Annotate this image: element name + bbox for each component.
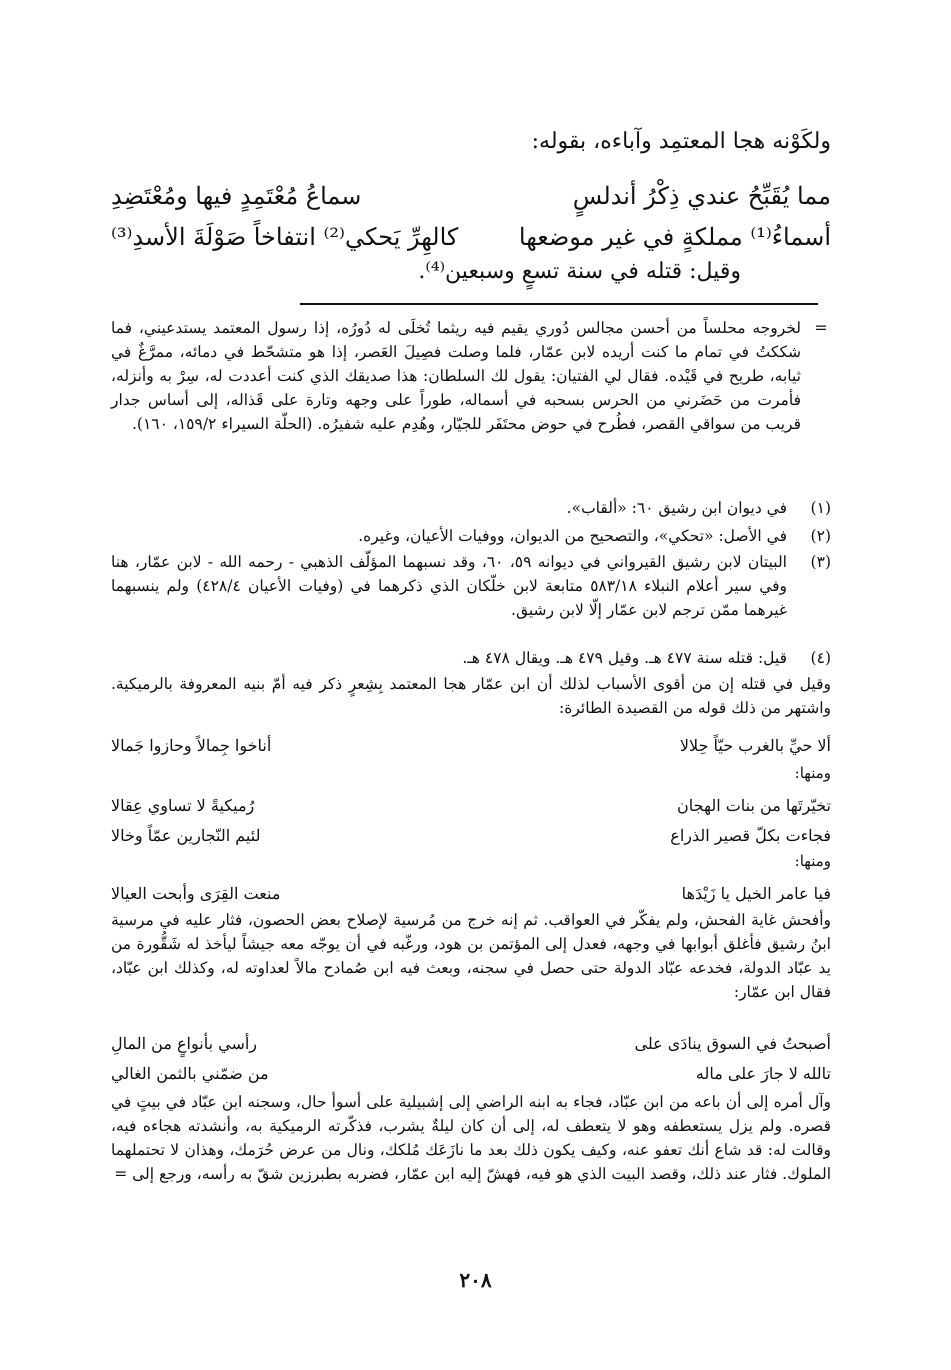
footnote-verse-4-h1: فيا عامر الخيل يا زَيْدَها: [681, 883, 831, 903]
verse-2-hemistich-2: كالهِرِّ يَحكي⁽²⁾ انتفاخاً صَوْلَةَ الأسدِ⁽³⁾: [111, 223, 459, 251]
footnote-verse-5: [111, 1030, 831, 1056]
footnote-verse-4: [111, 880, 831, 906]
footnote-verse-3-h2: لئيم النّجارين عمّاً وخالا: [111, 825, 261, 845]
footnote-verse-6: [111, 1060, 831, 1086]
poem-verse-2: [111, 217, 831, 257]
footnote-separator: [300, 303, 818, 305]
footnote-verse-2-h2: رُميكيةً لا تساوي عِقالا: [111, 795, 255, 815]
footnote-2: [111, 524, 831, 548]
footnote-label-wa-minha-2: ومنها:: [794, 852, 831, 870]
footnote-verse-3-h1: فجاءت بكلّ قصير الذراع: [670, 825, 831, 845]
footnote-number: (٤): [810, 649, 831, 667]
verse-1-hemistich-2: سماعُ مُعْتَمِدٍ فيها ومُعْتَضِدِ: [111, 182, 362, 210]
main-intro-line: ولكَوْنه هجا المعتمِد وآباءه، بقوله:: [531, 129, 831, 154]
footnote-number: (٣): [810, 553, 831, 571]
footnote-number: (١): [810, 499, 831, 517]
footnote-verse-1: [111, 732, 831, 758]
main-last-line: وقيل: قتله في سنة تسعٍ وسبعين⁽⁴⁾.: [418, 259, 741, 284]
footnote-verse-6-h2: من ضمّني بالثمن الغالي: [111, 1063, 269, 1083]
footnote-continuation: لخروجه محلساً من أحسن مجالس دُوري يقيم فيه ريثما تُخلَى له دُورُه، إذا رسول المعتمد يستدعيني، فما شككتُ في تمام ما كنت أريده لابن عمّار، فلما وصلت فصِيلَ العَصر، إذا هو متشحّط في دمائه، ممرَّغٌ في ثيابه، طريح في قَيْده. فقال لي الفتيان: يقول لك السلطان: هذا صديقك الذي كنت أعددت له، سِرْ به وأنزله، فأمرت من حَضَرني من الحرس بسحبه في أسماله، طوراً على وجهه وتارة على قَذاله، إلى أساس جدار قريب من سواقي القصر، فطُرح في حوض محتَفَر للجيّار، وهُدِم عليه شفيرُه. (الحلّة السيراء ١٥٩/٢، ١٦٠).: [111, 319, 801, 433]
footnote-4-paragraph-1: وقيل في قتله إن من أقوى الأسباب لذلك أن ابن عمّار هجا المعتمد بِشِعرٍ ذكر فيه أمّ بنيه المعروفة بالرميكية. واشتهر من ذلك قوله من القصيدة الطائرة:: [111, 675, 831, 717]
footnote-3: [111, 550, 831, 622]
footnote-4-paragraph-2: وأفحش غاية الفحش، ولم يفكّر في العواقب. ثم إنه خرج من مُرسية لإصلاح بعض الحصون، فثار عليه في مرسية ابنُ رشيق فأغلق أبوابها في وجهه، فعدل إلى المؤتمن بن هود، ورغّبه في أن يوجّه معه جيشاً ليأخذ له شَقُّورة من يد عبّاد الدولة، فخدعه عبّاد الدولة حتى حصل في سجنه، وبعث فيه ابن صُمادح مالاً لعداوته له، وكذلك ابن عبّاد، فقال ابن عمّار:: [111, 911, 831, 1001]
verse-1-hemistich-1: مما يُقَبِّحُ عندي ذِكْرُ أندلسٍ: [572, 182, 831, 210]
footnote-4: [111, 646, 831, 670]
footnote-verse-3: [111, 822, 831, 848]
footnote-1: [111, 496, 831, 520]
footnote-verse-2-h1: تخيّرتَها من بنات الهجان: [676, 795, 831, 815]
verse-2-hemistich-1: أسماءُ⁽¹⁾ مملكةٍ في غير موضعها: [518, 223, 831, 251]
footnote-label-wa-minha-1: ومنها:: [794, 764, 831, 782]
footnote-text: البيتان لابن رشيق القيرواني في ديوانه ٥٩، ٦٠، وقد نسبهما المؤلّف الذهبي - رحمه الله - لابن عمّار، هنا وفي سير أعلام النبلاء ٥٨٣/١٨ متابعة لابن خلّكان الذي ذكرهما في (وفيات الأعيان ٤٢٨/٤) ولم ينسبهما غيرهما ممّن ترجم لابن عمّار إلّا لابن رشيق.: [111, 553, 788, 619]
footnote-text: في ديوان ابن رشيق ٦٠: «ألقاب».: [566, 499, 787, 517]
footnote-verse-2: [111, 792, 831, 818]
page-number: ٢٠٨: [459, 1268, 492, 1292]
poem-verse-1: [111, 176, 831, 216]
footnote-text: قيل: قتله سنة ٤٧٧ هـ. وقيل ٤٧٩ هـ. ويقال ٤٧٨ هـ.: [462, 649, 787, 667]
footnote-verse-1-h1: ألا حيِّ بالغرب حيّاً حِلالا: [679, 735, 831, 755]
footnote-verse-5-h1: أصبحتُ في السوق ينادَى على: [634, 1033, 831, 1053]
footnote-4-paragraph-3: وآل أمره إلى أن باعه من ابن عبّاد، فجاء به ابنه الراضي إلى إشبيلية على أسوأ حال، وسجنه ابن عبّاد في بيتٍ في قصره. ولم يزل يستعطفه وهو لا يتعطف له، إلى أن كان ليلةٌ يشرب، فذكّرته الرميكية به، وأنشدته هجاءه فيه، وقالت له: قد شاع أنك تعفو عنه، وكيف يكون ذلك بعد ما نازَعَك مُلكك، ونال من عرض حُرَمك، وهذان لا تحتملهما الملوك. فثار عند ذلك، وقصد البيت الذي هو فيه، فهشّ إليه ابن عمّار، فضربه بطبرزين شقّ به رأسه، ورجع إلى =: [111, 1093, 831, 1183]
footnote-number: (٢): [810, 527, 831, 545]
footnote-verse-6-h1: تالله لا جارَ على ماله: [695, 1063, 831, 1083]
continuation-marker: =: [814, 318, 828, 337]
footnote-text: في الأصل: «تحكي»، والتصحيح من الديوان، ووفيات الأعيان، وغيره.: [358, 527, 787, 545]
footnote-verse-1-h2: أناخوا جِمالاً وحازوا جَمالا: [111, 735, 272, 755]
footnote-verse-5-h2: رأسي بأنواعٍ من المالِ: [111, 1033, 258, 1053]
footnote-verse-4-h2: منعت القِرَى وأبحت العيالا: [111, 883, 281, 903]
